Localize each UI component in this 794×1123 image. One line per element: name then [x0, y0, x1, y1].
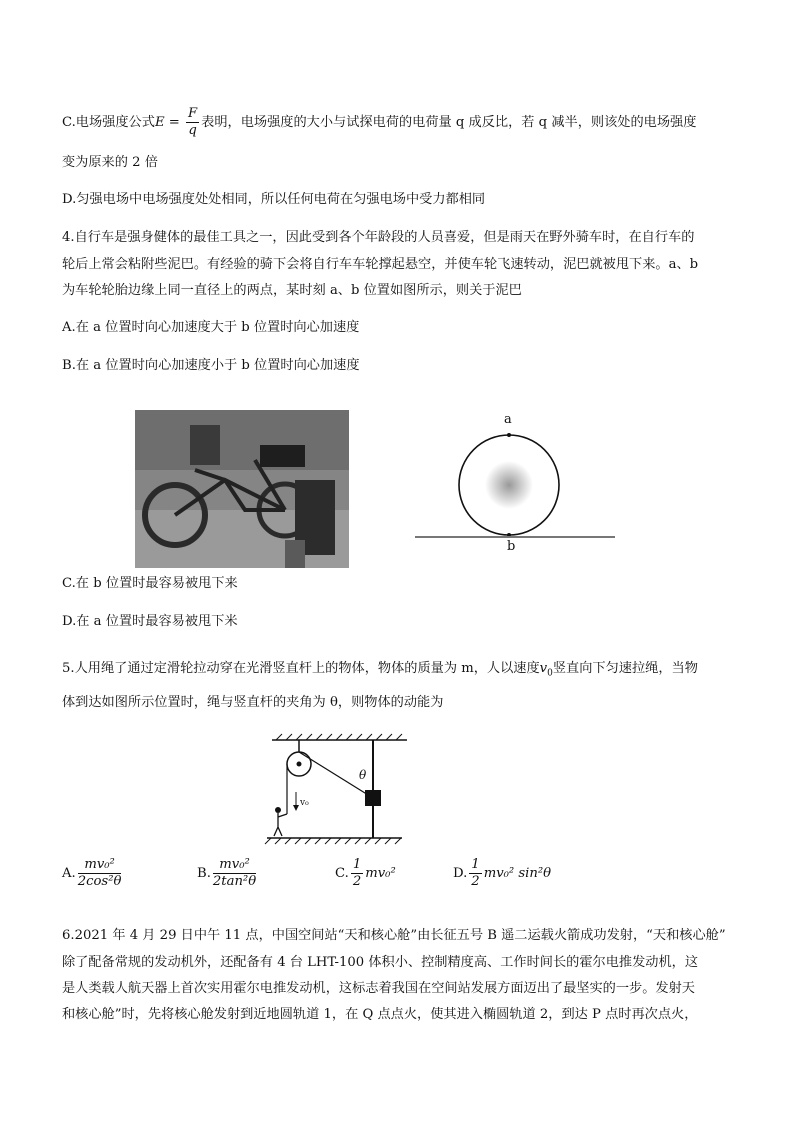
velocity-arrowhead: [293, 805, 299, 811]
point-a: [507, 433, 511, 437]
q4-stem-line3: 为车轮轮胎边缘上同一直径上的两点，某时刻 a、b 位置如图所示，则关于泥巴: [62, 283, 522, 298]
q5-option-c: [335, 857, 396, 890]
q5-v-sub: 0: [547, 668, 553, 679]
q3-option-d: D.匀强电场中电场强度处处相同，所以任何电荷在匀强电场中受力都相同: [62, 192, 486, 207]
block: [365, 790, 381, 806]
formula-den: q: [188, 123, 197, 138]
q5-a-fraction: [78, 857, 122, 890]
q4-option-a: A.在 a 位置时向心加速度大于 b 位置时向心加速度: [62, 320, 360, 335]
q5-a-den: 2cos²θ: [77, 874, 122, 889]
floor-hatch: [265, 838, 401, 844]
label-a: a: [504, 412, 512, 427]
formula-e: E: [154, 115, 165, 130]
q6-line1: 6.2021 年 4 月 29 日中午 11 点，中国空间站“天和核心舱”由长征五号 B 遥二运载火箭成功发射，“天和核心舱”: [62, 928, 726, 943]
q5-b-num: mv₀²: [213, 857, 256, 874]
q5-d-den: 2: [471, 874, 480, 889]
q5-stem-line2: 体到达如图所示位置时，绳与竖直杆的夹角为 θ，则物体的动能为: [62, 695, 444, 710]
ceiling-hatch: [276, 734, 402, 740]
q5-c-tail: mv₀²: [365, 866, 396, 881]
q6-line2: 除了配备常规的发动机外，还配备有 4 台 LHT-100 体积小、控制精度高、工作时间长的霍尔电推发动机，这: [62, 955, 699, 970]
q5-d-fraction: [469, 857, 481, 890]
q6-line4: 和核心舱”时，先将核心舱发射到近地圆轨道 1，在 Q 点点火，使其进入椭圆轨道 2，到达 P 点时再次点火，: [62, 1007, 698, 1022]
formula-fraction: [186, 106, 199, 139]
q5-option-d: [453, 857, 551, 890]
person-head: [275, 807, 281, 813]
q5-b-fraction: [213, 857, 256, 890]
q5-a-num: mv₀²: [78, 857, 122, 874]
q5-c-label: C.: [335, 866, 349, 881]
bicycle-photo-drawing: [135, 410, 349, 568]
pulley-diagram-svg: [262, 732, 412, 847]
theta-label: θ: [359, 768, 367, 782]
label-b: b: [507, 539, 516, 554]
q5-stem-line1: [62, 660, 698, 683]
q3-c-prefix: C.电场强度公式: [62, 115, 155, 130]
q3-c-suffix: 表明，电场强度的大小与试探电荷的电荷量 q 成反比，若 q 减半，则该处的电场强度: [201, 115, 697, 130]
q3-option-c: [62, 106, 696, 139]
person-body: [274, 813, 287, 836]
q5-option-a: [62, 857, 123, 890]
q3-option-c-cont: 变为原来的 2 倍: [62, 155, 158, 170]
q5-d-num: 1: [471, 857, 480, 872]
q6-line3: 是人类载人航天器上首次实用霍尔电推发动机，这标志着我国在空间站发展方面迈出了最坚实的一步。发射天: [62, 981, 695, 996]
q4-option-c: C.在 b 位置时最容易被甩下来: [62, 576, 238, 591]
q5-c-fraction: [351, 857, 363, 890]
q5-stem-pre: 5.人用绳了通过定滑轮拉动穿在光滑竖直杆上的物体，物体的质量为 m，人以速度: [62, 661, 540, 676]
q4-stem-line2: 轮后上常会粘附些泥巴。有经验的骑下会将自行车车轮撑起悬空，并使车轮飞速转动，泥巴就被甩下来。a、b: [62, 257, 699, 272]
pulley-axle: [297, 762, 302, 767]
q4-option-b: B.在 a 位置时向心加速度小于 b 位置时向心加速度: [62, 358, 360, 373]
wheel-hub: [485, 461, 533, 509]
q5-c-den: 2: [352, 874, 362, 889]
q4-stem-line1: 4.自行车是强身健体的最佳工具之一，因此受到各个年龄段的人员喜爱，但是雨天在野外骑车时，在自行车的: [62, 230, 695, 245]
q5-v: v: [539, 661, 548, 676]
q5-b-den: 2tan²θ: [212, 874, 257, 889]
formula-eq: =: [164, 115, 185, 130]
q5-d-label: D.: [453, 866, 468, 881]
q5-c-num: 1: [352, 857, 362, 872]
q5-b-label: B.: [197, 866, 211, 881]
q5-d-tail: mv₀² sin²θ: [483, 866, 552, 881]
q5-stem-post: 竖直向下匀速拉绳，当物: [552, 661, 698, 676]
formula-num: F: [188, 106, 198, 121]
pulley-diagram: [262, 732, 412, 847]
q5-a-label: A.: [62, 866, 76, 881]
bicycle-photo: [135, 410, 349, 568]
q4-option-d: D.在 a 位置时最容易被甩下米: [62, 614, 238, 629]
v0-label: v₀: [300, 798, 309, 808]
q5-option-b: [197, 857, 258, 890]
wheel-diagram: [410, 412, 620, 560]
